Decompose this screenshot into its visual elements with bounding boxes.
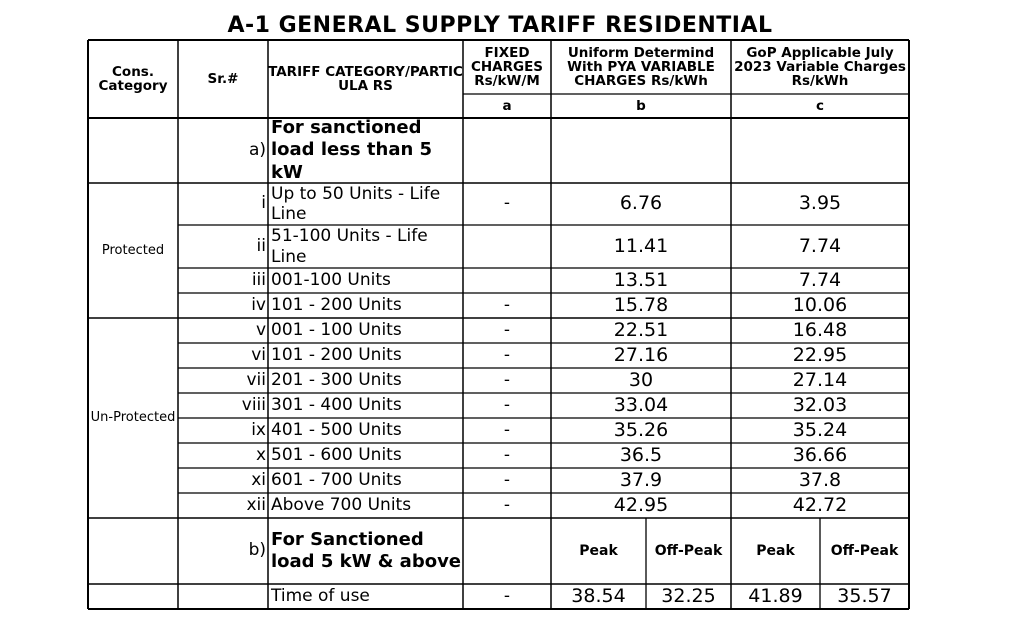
section-b-label: For Sanctioned load 5 kW & above: [271, 528, 462, 572]
row-sr: ix: [251, 419, 266, 440]
tou-label: Time of use: [271, 585, 370, 606]
row-uniform-value: 15.78: [613, 293, 669, 316]
page-title: A-1 GENERAL SUPPLY TARIFF RESIDENTIAL: [227, 13, 773, 38]
row-label: 51-100 Units - Life Line: [271, 226, 428, 267]
row-uniform-value: 6.76: [619, 192, 663, 215]
header-sr: Sr.#: [207, 70, 239, 87]
row-fixed-charge: [463, 268, 551, 293]
header-tariff-category: TARIFF CATEGORY/PARTICULA RS: [268, 63, 463, 94]
row-sr: vii: [246, 369, 266, 390]
tou-uniform-peak: 38.54: [571, 584, 626, 607]
section-a-sr: a): [248, 139, 266, 160]
row-label: Above 700 Units: [271, 494, 412, 515]
row-sr: vi: [251, 344, 266, 365]
row-gop-value: 35.24: [792, 418, 848, 441]
header-gop-charges: GoP Applicable July 2023 Variable Charges Rs/kWh: [734, 44, 906, 90]
row-sr: v: [255, 319, 266, 340]
header-col-c: c: [815, 97, 824, 114]
row-fixed-charge: -: [503, 469, 511, 490]
row-gop-value: 16.48: [792, 318, 848, 341]
row-uniform-value: 42.95: [613, 493, 669, 516]
header-col-b: b: [636, 97, 646, 114]
row-uniform-value: 33.04: [613, 393, 669, 416]
row-sr: x: [255, 444, 266, 465]
row-uniform-value: 36.5: [619, 443, 663, 466]
row-gop-value: 3.95: [798, 192, 842, 215]
offpeak-label-b: Off-Peak: [654, 542, 723, 559]
row-gop-value: 36.66: [792, 443, 848, 466]
peak-label-c: Peak: [756, 542, 795, 559]
row-fixed-charge: [463, 225, 551, 268]
row-fixed-charge: -: [503, 369, 511, 390]
row-label: 501 - 600 Units: [271, 444, 402, 465]
row-fixed-charge: -: [503, 419, 511, 440]
row-label: 301 - 400 Units: [271, 394, 402, 415]
header-fixed-charges: FIXED CHARGES Rs/kW/M: [470, 44, 544, 90]
row-uniform-value: 22.51: [613, 318, 669, 341]
row-sr: xii: [246, 494, 266, 515]
row-label: 401 - 500 Units: [271, 419, 402, 440]
group-protected: Protected: [101, 242, 165, 258]
row-label: 201 - 300 Units: [271, 369, 402, 390]
row-uniform-value: 11.41: [613, 234, 669, 257]
row-label: 601 - 700 Units: [271, 469, 402, 490]
row-sr: iii: [251, 269, 266, 290]
row-label: 101 - 200 Units: [271, 344, 402, 365]
section-b-sr: b): [248, 540, 266, 561]
row-uniform-value: 27.16: [613, 343, 669, 366]
row-fixed-charge: -: [503, 444, 511, 465]
header-uniform-charges: Uniform Determind With PYA VARIABLE CHARGES Rs/kWh: [567, 44, 715, 90]
row-fixed-charge: -: [503, 319, 511, 340]
row-gop-value: 10.06: [792, 293, 848, 316]
row-label: 001 - 100 Units: [271, 319, 402, 340]
row-sr: viii: [241, 394, 266, 415]
tou-gop-peak: 41.89: [748, 584, 803, 607]
row-gop-value: 22.95: [792, 343, 848, 366]
header-cons-category: Cons. Category: [98, 63, 168, 94]
row-fixed-charge: -: [503, 494, 511, 515]
row-uniform-value: 13.51: [613, 268, 669, 291]
row-label: Up to 50 Units - Life Line: [271, 183, 441, 224]
row-fixed-charge: -: [503, 344, 511, 365]
offpeak-label-c: Off-Peak: [830, 542, 899, 559]
row-sr: iv: [251, 294, 266, 315]
row-fixed-charge: -: [503, 294, 511, 315]
row-gop-value: 42.72: [792, 493, 848, 516]
row-gop-value: 27.14: [792, 368, 848, 391]
row-fixed-charge: -: [503, 394, 511, 415]
row-gop-value: 37.8: [798, 468, 842, 491]
tou-gop-offpeak: 35.57: [837, 584, 892, 607]
row-gop-value: 7.74: [798, 234, 842, 257]
row-fixed-charge: -: [503, 193, 511, 214]
row-gop-value: 32.03: [792, 393, 848, 416]
group-unprotected: Un-Protected: [90, 410, 176, 426]
row-sr: ii: [256, 235, 266, 256]
row-label: 001-100 Units: [271, 269, 391, 290]
row-gop-value: 7.74: [798, 268, 842, 291]
tou-uniform-offpeak: 32.25: [661, 584, 716, 607]
section-a-label: For sanctioned load less than 5 kW: [271, 118, 433, 183]
row-uniform-value: 35.26: [613, 418, 669, 441]
peak-label-b: Peak: [579, 542, 618, 559]
row-label: 101 - 200 Units: [271, 294, 402, 315]
header-col-a: a: [502, 97, 512, 114]
row-uniform-value: 30: [628, 368, 654, 391]
row-sr: xi: [251, 469, 266, 490]
row-sr: i: [261, 193, 266, 214]
tou-fixed-charge: -: [503, 585, 511, 606]
row-uniform-value: 37.9: [619, 468, 663, 491]
